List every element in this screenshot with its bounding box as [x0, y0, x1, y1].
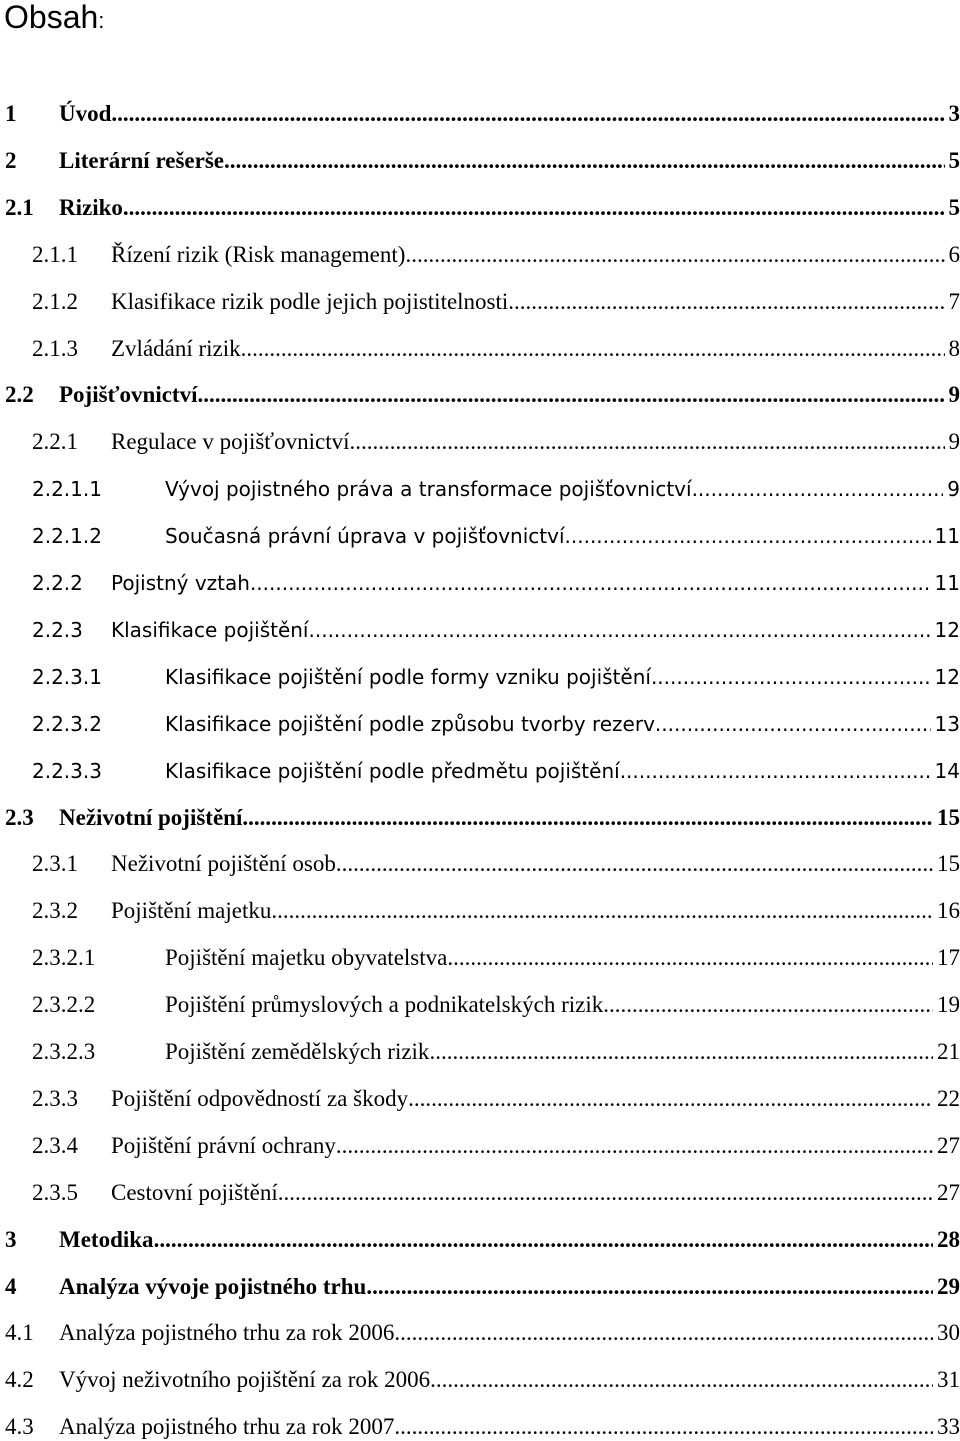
toc-entry-number: 2.1.3 [32, 335, 111, 363]
toc-entry-number: 1 [5, 100, 59, 128]
toc-entry-title: Pojištění zemědělských rizik [165, 1038, 429, 1066]
toc-entry-title: Analýza vývoje pojistného trhu [59, 1273, 366, 1301]
toc-entry-number: 3 [5, 1226, 59, 1254]
toc-entry[interactable] [0, 936, 960, 972]
toc-entry-title: Analýza pojistného trhu za rok 2007 [59, 1413, 394, 1441]
toc-entry[interactable] [0, 420, 960, 456]
toc-entry-number: 2.1.2 [32, 288, 111, 316]
toc-entry-page: 8 [947, 335, 960, 363]
toc-dot-leader [309, 616, 931, 644]
toc-entry-page: 21 [935, 1038, 960, 1066]
toc-entry-page: 15 [935, 850, 960, 878]
toc-entry-title: Vývoj neživotního pojištění za rok 2006 [59, 1366, 430, 1394]
toc-entry-number: 2.1.1 [32, 241, 111, 269]
toc-entry[interactable] [0, 1171, 960, 1207]
toc-entry-title: Klasifikace pojištění [111, 616, 309, 644]
toc-entry-number: 2 [5, 147, 59, 175]
toc-entry-page: 27 [935, 1179, 960, 1207]
toc-entry-number: 2.2.1.2 [32, 522, 165, 550]
toc-entry-title: Pojištění odpovědností za škody [111, 1085, 408, 1113]
page-title-text: Obsah [4, 0, 98, 35]
toc-entry-number: 2.2.3 [32, 616, 111, 644]
toc-entry-page: 11 [933, 522, 960, 550]
toc-entry-page: 13 [933, 710, 960, 738]
toc-entry[interactable] [0, 1405, 960, 1441]
toc-dot-leader [394, 1319, 933, 1347]
toc-entry[interactable] [0, 1030, 960, 1066]
toc-entry-title: Klasifikace pojištění podle předmětu pojištění [165, 757, 620, 785]
toc-entry-page: 7 [947, 288, 960, 316]
toc-entry-page: 14 [933, 757, 960, 785]
toc-entry[interactable] [0, 233, 960, 269]
toc-entry-number: 2.2.1 [32, 428, 111, 456]
toc-entry-page: 15 [935, 804, 960, 832]
toc-entry-page: 28 [935, 1226, 960, 1254]
toc-entry-number: 2.3.3 [32, 1085, 111, 1113]
toc-dot-leader [429, 1038, 933, 1066]
toc-entry-title: Klasifikace pojištění podle způsobu tvorby rezerv [165, 710, 655, 738]
toc-entry-page: 6 [947, 241, 960, 269]
toc-dot-leader [405, 241, 944, 269]
toc-entry-number: 2.2.2 [32, 569, 111, 597]
toc-dot-leader [197, 381, 944, 409]
toc-entry-page: 12 [933, 663, 960, 691]
toc-entry-number: 4.2 [5, 1366, 59, 1394]
toc-entry-title: Regulace v pojišťovnictví [111, 428, 350, 456]
toc-entry[interactable] [0, 983, 960, 1019]
toc-entry-page: 19 [935, 991, 960, 1019]
toc-entry[interactable] [0, 796, 960, 832]
toc-entry-title: Analýza pojistného trhu za rok 2006 [59, 1319, 394, 1347]
toc-entry-page: 17 [935, 944, 960, 972]
toc-dot-leader [336, 1132, 933, 1160]
toc-entry-number: 2.3.1 [32, 850, 111, 878]
toc-entry[interactable] [0, 1358, 960, 1394]
toc-entry-title: Literární rešerše [59, 147, 224, 175]
toc-entry-title: Řízení rizik (Risk management) [111, 241, 405, 269]
toc-entry[interactable] [0, 280, 960, 316]
toc-entry-page: 3 [947, 100, 960, 128]
toc-entry-title: Vývoj pojistného práva a transformace pojišťovnictví [165, 475, 692, 503]
toc-entry[interactable] [0, 1218, 960, 1254]
toc-entry-title: Pojišťovnictví [59, 381, 197, 409]
toc-entry-title: Metodika [59, 1226, 154, 1254]
toc-entry-page: 9 [945, 475, 960, 503]
toc-entry[interactable] [0, 186, 960, 222]
toc-entry-number: 2.2 [5, 381, 59, 409]
toc-dot-leader [336, 850, 933, 878]
toc-entry-page: 22 [935, 1085, 960, 1113]
page-title-colon: : [98, 8, 104, 33]
toc-dot-leader [154, 1226, 933, 1254]
toc-entry-number: 2.3.2 [32, 897, 111, 925]
toc-dot-leader [565, 522, 931, 550]
toc-dot-leader [620, 757, 931, 785]
toc-entry-number: 2.3.2.1 [32, 944, 165, 972]
toc-entry-number: 2.3 [5, 804, 59, 832]
toc-entry-title: Pojištění majetku [111, 897, 271, 925]
toc-dot-leader [250, 569, 931, 597]
toc-entry-number: 4.1 [5, 1319, 59, 1347]
toc-entry[interactable] [0, 1124, 960, 1160]
toc-entry-title: Neživotní pojištění [59, 804, 242, 832]
toc-entry[interactable] [0, 514, 960, 550]
toc-dot-leader [241, 335, 945, 363]
toc-entry-page: 31 [935, 1366, 960, 1394]
toc-entry[interactable] [0, 1265, 960, 1301]
toc-dot-leader [350, 428, 945, 456]
toc-entry-number: 2.2.1.1 [32, 475, 165, 503]
toc-entry-page: 9 [947, 381, 960, 409]
toc-entry-title: Pojištění průmyslových a podnikatelských rizik [165, 991, 603, 1019]
toc-entry-page: 16 [935, 897, 960, 925]
toc-dot-leader [603, 991, 933, 1019]
toc-entry-title: Pojištění majetku obyvatelstva [165, 944, 447, 972]
toc-entry-page: 12 [933, 616, 960, 644]
toc-entry-page: 33 [935, 1413, 960, 1441]
toc-dot-leader [111, 100, 944, 128]
toc-entry-number: 2.2.3.2 [32, 710, 165, 738]
toc-entry[interactable] [0, 92, 960, 128]
toc-dot-leader [408, 1085, 933, 1113]
toc-dot-leader [692, 475, 944, 503]
toc-entry-page: 11 [933, 569, 960, 597]
toc-entry-page: 29 [935, 1273, 960, 1301]
toc-entry-title: Pojištění právní ochrany [111, 1132, 336, 1160]
toc-entry[interactable] [0, 608, 960, 644]
toc-entry-page: 5 [947, 194, 960, 222]
toc-entry[interactable] [0, 373, 960, 409]
toc-entry-number: 2.2.3.1 [32, 663, 165, 691]
toc-entry-number: 2.1 [5, 194, 59, 222]
toc-entry-title: Riziko [59, 194, 123, 222]
toc-entry-title: Pojistný vztah [111, 569, 250, 597]
toc-entry-title: Neživotní pojištění osob [111, 850, 336, 878]
toc-entry-title: Klasifikace rizik podle jejich pojistitelnosti [111, 288, 508, 316]
toc-entry[interactable] [0, 1311, 960, 1347]
toc-dot-leader [394, 1413, 933, 1441]
toc-entry[interactable] [0, 467, 960, 503]
toc-entry[interactable] [0, 889, 960, 925]
toc-dot-leader [651, 663, 931, 691]
toc-dot-leader [366, 1273, 933, 1301]
toc-entry[interactable] [0, 327, 960, 363]
toc-entry[interactable] [0, 139, 960, 175]
toc-entry[interactable] [0, 561, 960, 597]
toc-dot-leader [224, 147, 945, 175]
toc-entry-title: Klasifikace pojištění podle formy vzniku pojištění [165, 663, 651, 691]
toc-entry-title: Zvládání rizik [111, 335, 241, 363]
toc-dot-leader [430, 1366, 933, 1394]
toc-entry[interactable] [0, 655, 960, 691]
toc-entry[interactable] [0, 842, 960, 878]
toc-entry-page: 30 [935, 1319, 960, 1347]
toc-entry-title: Úvod [59, 100, 111, 128]
toc-dot-leader [447, 944, 933, 972]
toc-dot-leader [123, 194, 945, 222]
toc-entry-number: 2.3.2.2 [32, 991, 165, 1019]
toc-entry-page: 9 [947, 428, 960, 456]
toc-dot-leader [655, 710, 931, 738]
toc-dot-leader [242, 804, 933, 832]
toc-entry-number: 2.2.3.3 [32, 757, 165, 785]
toc-entry-title: Současná právní úprava v pojišťovnictví [165, 522, 565, 550]
toc-dot-leader [278, 1179, 933, 1207]
toc-entry-number: 2.3.5 [32, 1179, 111, 1207]
toc-entry[interactable] [0, 1077, 960, 1113]
toc-entry-number: 2.3.4 [32, 1132, 111, 1160]
toc-entry-page: 5 [947, 147, 960, 175]
page-title [4, 0, 104, 40]
toc-entry-number: 4 [5, 1273, 59, 1301]
toc-dot-leader [508, 288, 944, 316]
toc-dot-leader [271, 897, 933, 925]
toc-entry[interactable] [0, 702, 960, 738]
toc-entry[interactable] [0, 749, 960, 785]
toc-entry-number: 4.3 [5, 1413, 59, 1441]
toc-entry-title: Cestovní pojištění [111, 1179, 278, 1207]
toc-entry-number: 2.3.2.3 [32, 1038, 165, 1066]
toc-entry-page: 27 [935, 1132, 960, 1160]
